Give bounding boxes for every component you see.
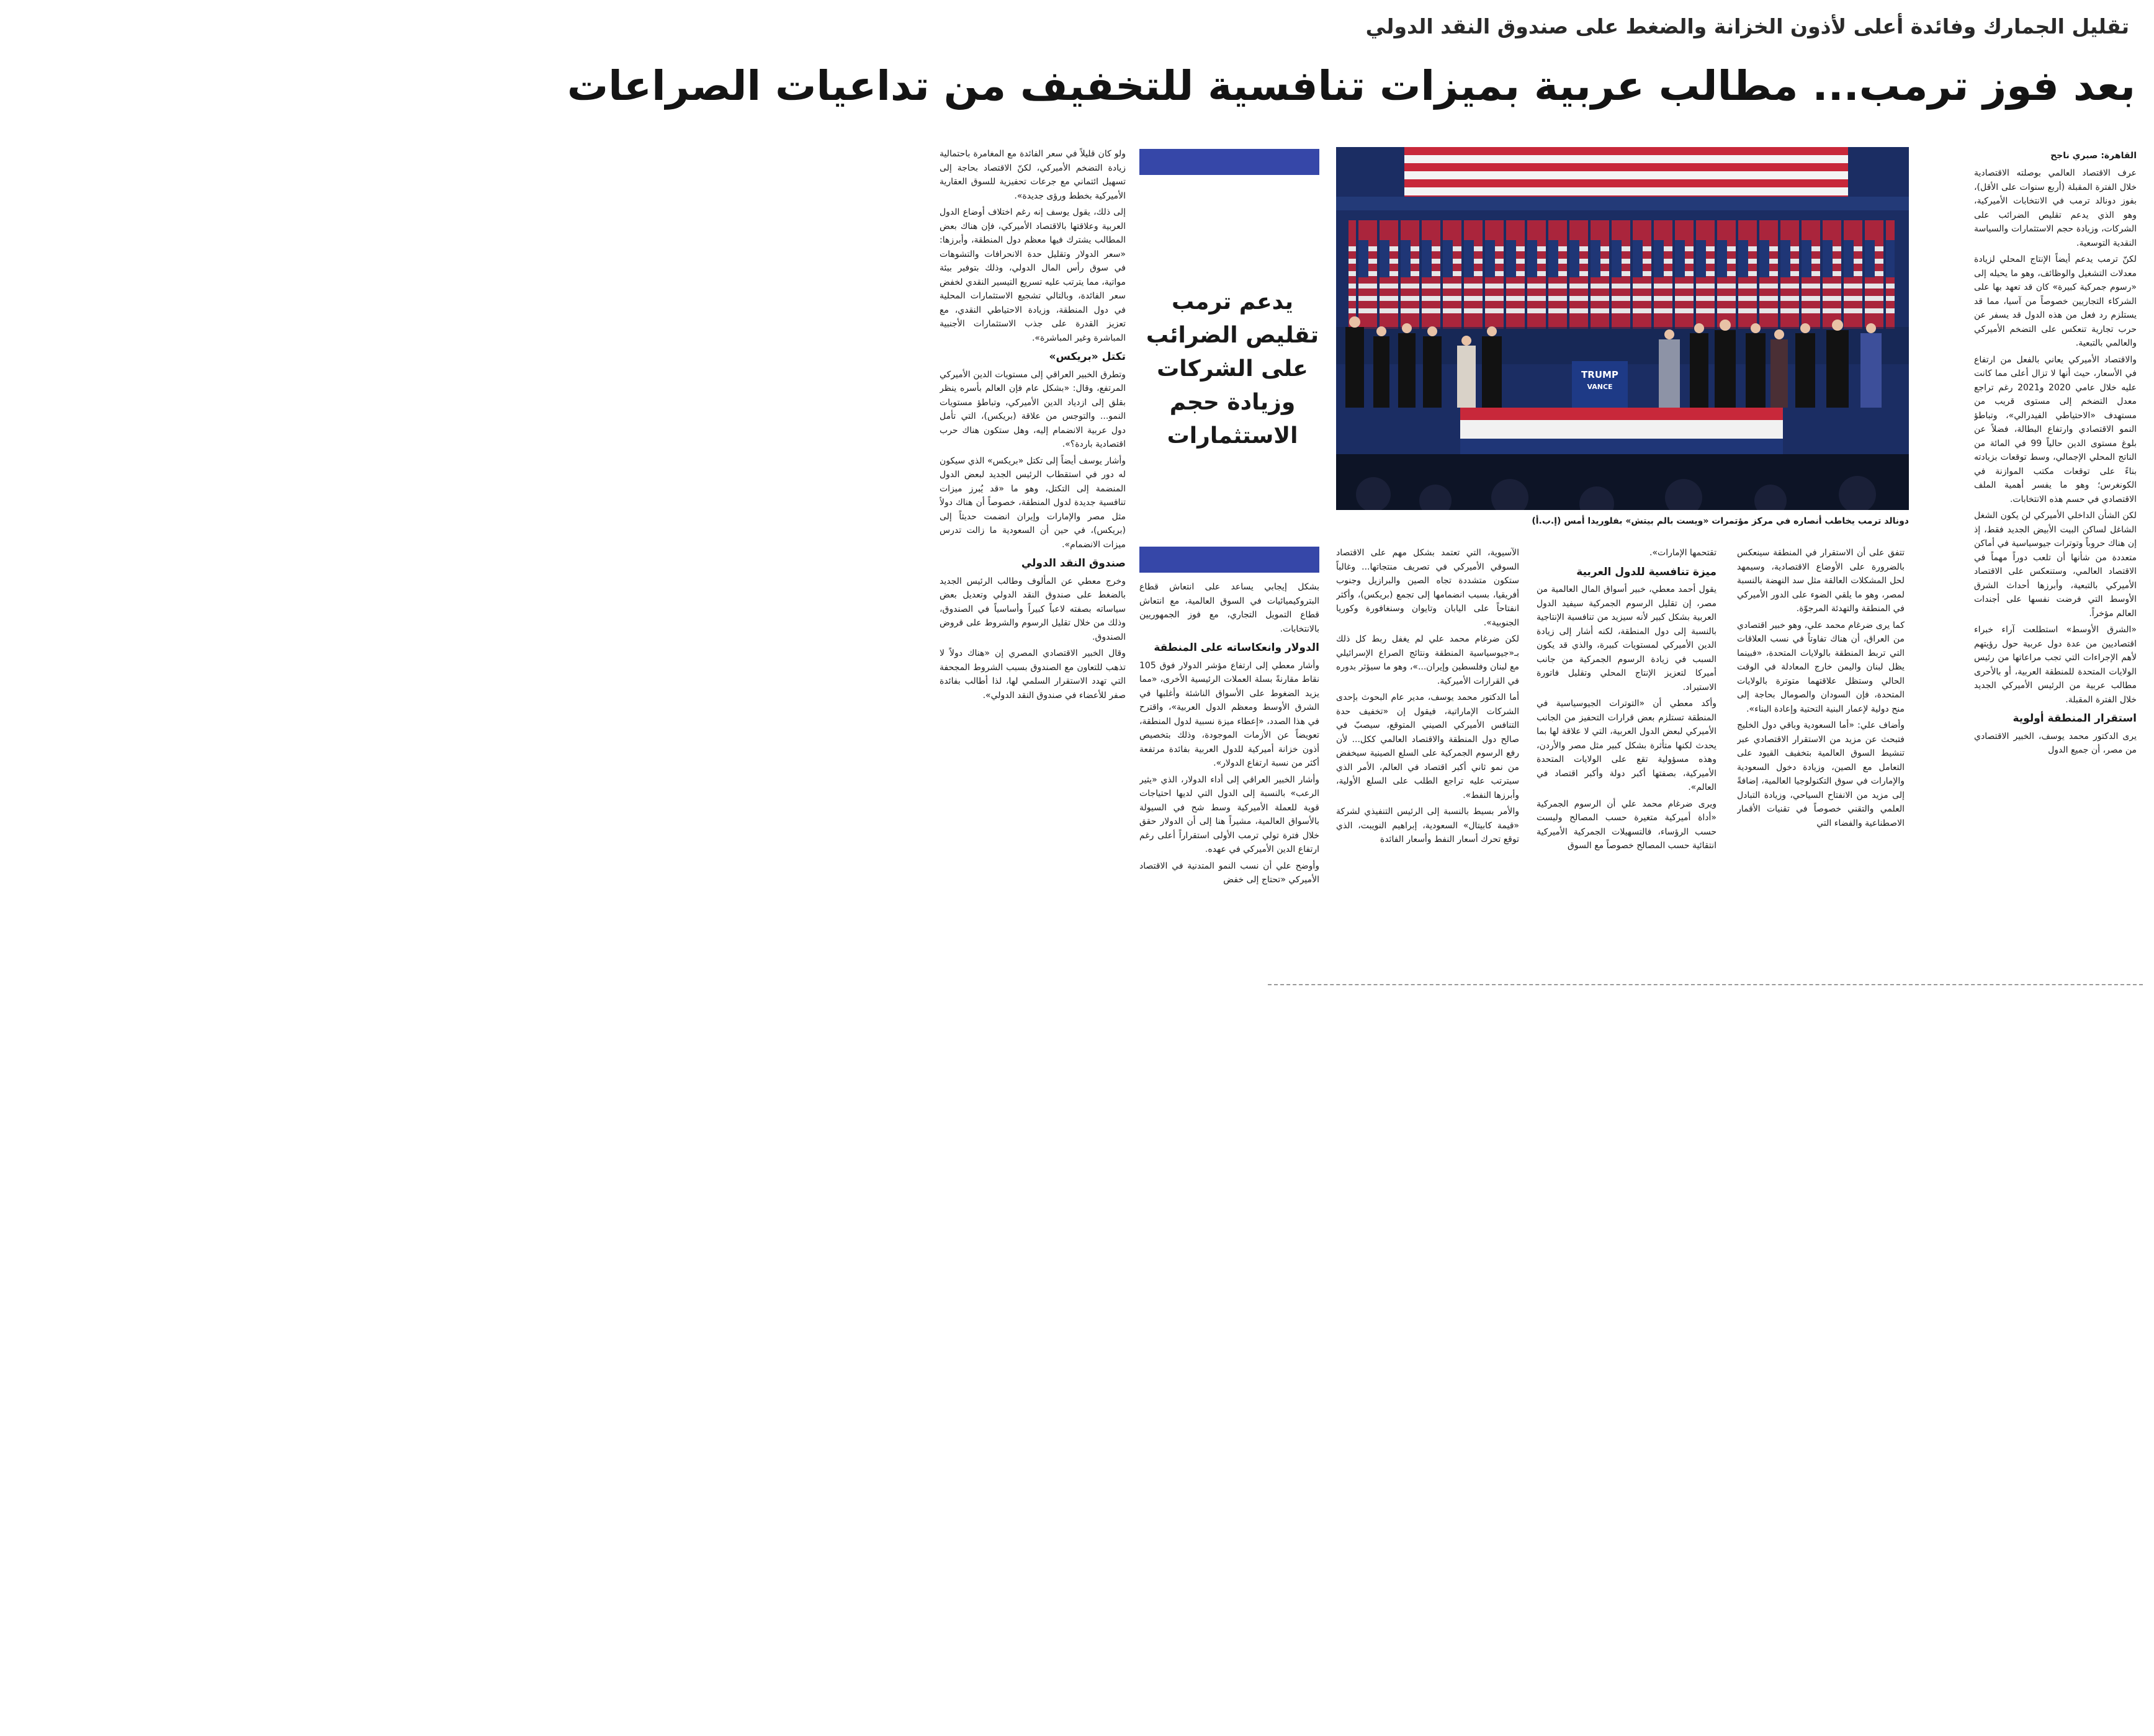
main-headline: بعد فوز ترمب... مطالب عربية بميزات تنافسية للتخفيف من تداعيات الصراعات	[567, 62, 2135, 110]
paragraph: وأشار معطي إلى ارتفاع مؤشر الدولار فوق 105 نقاط مقارنةً بسلة العملات الرئيسية الأخرى، «مما يزيد الضغوط على الأسواق الناشئة وأغلبها في الشرق الأوسط ومعظم الدول العربية»، واقترح في هذا الصدد، «إعطاء ميزة نسبية لدول المنطقة، تعويضاً عن الأزمات الموجودة، وذلك بتخصيص أذون خزانة أميركية للدول العربية بفائدة مرتفعة أكثر من نسبة ارتفاع الدولار».	[1139, 660, 1319, 768]
article-column-bottom-4	[1139, 580, 1319, 983]
article-column-bottom-2	[1537, 546, 1716, 980]
rally-stage-illustration	[1336, 147, 1909, 510]
paragraph: وخرج معطي عن المألوف وطالب الرئيس الجديد بالضغط على صندوق النقد الدولي وتعديل بعض سياساته بصفته لاعباً كبيراً وأساسياً في الصندوق، وذلك من خلال تقليل الرسوم والشروط على قروض الصندوق.	[940, 576, 1126, 642]
kicker-headline: تقليل الجمارك وفائدة أعلى لأذون الخزانة والضغط على صندوق النقد الدولي	[1365, 14, 2129, 38]
paragraph: يرى الدكتور محمد يوسف، الخبير الاقتصادي من مصر، أن جميع الدول	[1974, 731, 2137, 755]
podium-sign-line1: TRUMP	[1581, 369, 1618, 380]
paragraph: وأكد معطي أن «التوترات الجيوسياسية في المنطقة تستلزم بعض قرارات التحفيز من الجانب الأميركي لبعض الدول العربية، التي لا علاقة لها بما يحدث لكنها متأثرة بشكل كبير مثل مصر والأردن، وهذه مسؤولية تقع على الولايات المتحدة الأميركية، بصفتها أكبر دولة وأكبر اقتصاد في العالم».	[1537, 699, 1716, 792]
paragraph: أما الدكتور محمد يوسف، مدير عام البحوث بإحدى الشركات الإماراتية، فيقول إن «تخفيف حدة التنافس الأميركي الصيني المتوقع، سيصبّ في صالح دول المنطقة والاقتصاد العالمي ككل... لأن رفع الرسوم الجمركية على السلع الصينية سيخفض من نمو ثاني أكبر اقتصاد في العالم، الأمر الذي سيترتب عليه تراجع الطلب على السلع الأولية، وأبرزها النفط».	[1336, 692, 1519, 800]
paragraph: وتطرق الخبير العراقي إلى مستويات الدين الأميركي المرتفع، وقال: «بشكل عام فإن العالم بأسره ينظر بقلق إلى ازدياد الدين الأميركي، وتباطؤ مستويات النمو... والتوجس من علاقة (بريكس)، التي تأمل دول عربية الانضمام إليه، وهل ستكون هناك حرب اقتصادية باردة؟».	[940, 369, 1126, 449]
paragraph: عرف الاقتصاد العالمي بوصلته الاقتصادية خلال الفترة المقبلة (أربع سنوات على الأقل)، بفوز دونالد ترمب في الانتخابات الأميركية، وهو الذي يدعم تقليص الضرائب على الشركات، وزيادة حجم الاستثمارات والسياسة النقدية التوسعية.	[1974, 168, 2137, 248]
byline-block	[1974, 151, 2137, 161]
decorative-bar-bottom	[1139, 547, 1319, 573]
paragraph: كما يرى ضرغام محمد علي، وهو خبير اقتصادي من العراق، أن هناك تفاوتاً في نسب العلاقات التي تربط المنطقة بالولايات المتحدة، «فبينما يظل لبنان واليمن خارج المعادلة في الوقت الحالي وستظل علاقتهما متوترة بالولايات المتحدة، فإن السودان والصومال بحاجة إلى منح دولية لإعمار البنية التحتية وإعادة البناء».	[1737, 620, 1905, 714]
page-divider	[1268, 984, 2143, 985]
paragraph: لكنّ ترمب يدعم أيضاً الإنتاج المحلي لزيادة معدلات التشغيل والوظائف، وهو ما يحيله إلى «رسوم جمركية كبيرة» كان قد تعهد بها على الشركاء التجاريين خصوصاً من آسيا، مما قد يستلزم رد فعل من هذه الدول قد يسفر عن حرب تجارية تنعكس على التضخم الأميركي والعالمي بالتبعية.	[1974, 254, 2137, 348]
subheading-region-stability: استقرار المنطقة أولوية	[2013, 712, 2137, 725]
article-column-left	[940, 147, 1126, 985]
paragraph: وأضاف علي: «أما السعودية وباقي دول الخليج فتبحث عن مزيد من الاستقرار الاقتصادي عبر تنشيط السوق العالمية بتخفيف القيود على التعامل مع الصين، وزيادة دخول السعودية والإمارات في سوق التكنولوجيا العالمية، إضافةً إلى مزيد من الانفتاح السياحي، وزيادة التبادل العلمي والتقني خصوصاً في تقنيات الأقمار الاصطناعية والفضاء التي	[1737, 720, 1905, 828]
paragraph: إلى ذلك، يقول يوسف إنه رغم اختلاف أوضاع الدول العربية وعلاقتها بالاقتصاد الأميركي، فإن هناك بعض المطالب يشترك فيها معظم دول المنطقة، وأبرزها: «سعر الدولار وتقليل حدة الانحرافات والتشوهات في سوق رأس المال الدولي، وذلك بتوفير بيئة مواتية، مما يترتب عليه تسريع التيسير النقدي لخفض سعر الفائدة، وبالتالي تشجيع الاستثمارات المحلية في دول المنطقة، وزيادة الاحتياطي النقدي، مع تعزيز القدرة على جذب الاستثمارات الأجنبية المباشرة وغير المباشرة».	[940, 207, 1126, 343]
byline: القاهرة: صبري ناجح	[2050, 151, 2137, 161]
paragraph: تقتحمها الإمارات».	[1649, 548, 1716, 558]
article-column-right	[1974, 166, 2137, 987]
podium-sign-line2: VANCE	[1587, 383, 1613, 391]
paragraph: تتفق على أن الاستقرار في المنطقة سينعكس بالضرورة على الأوضاع الاقتصادية، وسيمهد لحل المشكلات العالقة مثل سد النهضة بالنسبة لمصر، وهو ما يلقي الضوء على الدور الأميركي في المنطقة والتهدئة المرجوّة.	[1737, 548, 1905, 614]
pull-quote: يدعم ترمب تقليص الضرائب على الشركات وزيادة حجم الاستثمارات	[1146, 289, 1319, 449]
news-photo	[1336, 147, 1909, 510]
paragraph: لكن الشأن الداخلي الأميركي لن يكون الشغل الشاغل لساكن البيت الأبيض الجديد فقط، إذ إن هناك حروباً وتوترات جيوسياسية في أماكن متعددة من شأنها أن تلعب دوراً مهماً في الاقتصاد العالمي، وستنعكس على الاقتصاد الأميركي بالتبعية، وأبرزها أحداث الشرق الأوسط التي فرضت نفسها على أجندات العالم مؤخراً.	[1974, 511, 2137, 619]
paragraph: يقول أحمد معطي، خبير أسواق المال العالمية من مصر، إن تقليل الرسوم الجمركية سيفيد الدول العربية بشكل كبير لأنه سيزيد من تنافسية الإنتاجية بالنسبة إلى دول المنطقة، لكنه أشار إلى زيادة الدين الأميركي لمستويات كبيرة، والذي قد يكون السبب في زيادة الرسوم الجمركية من جانب أميركا لتعزيز الإنتاج المحلي وتقليل فاتورة الاستيراد.	[1537, 584, 1716, 692]
article-column-bottom-1	[1737, 546, 1905, 980]
paragraph: «الشرق الأوسط» استطلعت آراء خبراء اقتصاديين من عدة دول عربية حول رؤيتهم لأهم الإجراءات التي تجب مراعاتها من رئيس الولايات المتحدة للمنطقة العربية، أو بالأحرى مطالب عربية من الرئيس الأميركي الجديد خلال الفترة المقبلة.	[1974, 625, 2137, 705]
paragraph: لكن ضرغام محمد علي لم يغفل ربط كل ذلك بـ«جيوسياسية المنطقة ونتائج الصراع الإسرائيلي مع لبنان وفلسطين وإيران...»، وهو ما سيؤثر بدوره في القرارات الأميركية.	[1336, 634, 1519, 686]
paragraph: وأوضح علي أن نسب النمو المتدنية في الاقتصاد الأميركي «تحتاج إلى خفض	[1139, 861, 1319, 885]
paragraph: والأمر بسيط بالنسبة إلى الرئيس التنفيذي لشركة «قيمة كابيتال» السعودية، إبراهيم النويبت، الذي توقع تحرك أسعار النفط وأسعار الفائدة	[1336, 807, 1519, 844]
paragraph: وأشار يوسف أيضاً إلى تكتل «بريكس» الذي سيكون له دور في استقطاب الرئيس الجديد لبعض الدول المنضمة إلى التكتل، وهو ما «قد يُبرز ميزات تنافسية جديدة لدول المنطقة، خصوصاً أن هناك دولاً مثل مصر والإمارات وإيران انضمت حديثاً إلى (بريكس)، في حين أن السعودية ما زالت تدرس ميزات الانضمام».	[940, 455, 1126, 550]
paragraph: وأشار الخبير العراقي إلى أداء الدولار، الذي «يثير الرعب» بالنسبة إلى الدول التي لديها احتياجات قوية للعملة الأميركية وسط شح في السيولة بالأسواق العالمية، مشيراً هنا إلى أن الدولار حقق خلال فترة تولي ترمب الأولى استقراراً أعلى رغم ارتفاع الدين الأميركي في عهده.	[1139, 774, 1319, 854]
subheading-dollar: الدولار وانعكاساته على المنطقة	[1154, 642, 1319, 654]
paragraph: الآسيوية، التي تعتمد بشكل مهم على الاقتصاد السوقي الأميركي في تصريف منتجاتها... وغالباً ستكون متشددة تجاه الصين والبرازيل وجنوب أفريقيا، بسبب انضمامها إلى تجمع (بريكس)، وأكثر انفتاحاً على اليابان وتايوان وسنغافورة وكوريا الجنوبية».	[1336, 548, 1519, 628]
photo-caption: دونالد ترمب يخاطب أنصاره في مركز مؤتمرات «ويست بالم بيتش» بفلوريدا أمس (إ.ب.أ)	[1532, 516, 1909, 526]
subheading-brics: تكتل «بريكس»	[1049, 351, 1126, 363]
paragraph: بشكل إيجابي يساعد على انتعاش قطاع البتروكيميائيات في السوق العالمية، مع انتعاش قطاع التمويل التجاري، مع فوز الجمهوريين بالانتخابات.	[1139, 582, 1319, 634]
article-column-bottom-3	[1336, 546, 1519, 980]
paragraph: وقال الخبير الاقتصادي المصري إن «هناك دولاً لا تذهب للتعاون مع الصندوق بسبب الشروط المجحفة التي تهدد الاستقرار السلمي لها، لذا أطالب بفائدة صفر للأعضاء في صندوق النقد الدولي».	[940, 648, 1126, 700]
paragraph: والاقتصاد الأميركي يعاني بالفعل من ارتفاع في الأسعار، حيث أنها لا تزال أعلى مما كانت عليه خلال عامي 2020 و2021 رغم تراجع معدل التضخم إلى مستوى قريب من مستهدف «الاحتياطي الفيدرالي»، وتباطؤ النمو الاقتصادي وارتفاع البطالة، فضلاً عن بلوغ مستوى الدين حالياً 99 في المائة من الناتج المحلي الإجمالي، وسط توقعات بزيادته بناءً على توقعات مكتب الموازنة في الكونغرس؛ وهو ما يفسر أهمية الملف الاقتصادي في حسم هذه الانتخابات.	[1974, 354, 2137, 504]
paragraph: ولو كان قليلاً في سعر الفائدة مع المغامرة باحتمالية زيادة التضخم الأميركي، لكنّ الاقتصاد بحاجة إلى تسهيل ائتماني مع جرعات تحفيزية للسوق العقارية الأميركية بخطط ورؤى جديدة».	[940, 149, 1126, 201]
subheading-imf: صندوق النقد الدولي	[1021, 557, 1126, 570]
decorative-bar-top	[1139, 149, 1319, 175]
paragraph: ويرى ضرغام محمد علي أن الرسوم الجمركية «أداة أميركية متغيرة حسب المصالح وليست حسب الرؤساء، فالتسهيلات الجمركية الأميركية انتقائية حسب المصالح خصوصاً مع السوق	[1537, 799, 1716, 851]
subheading-competitive-advantage: ميزة تنافسية للدول العربية	[1576, 565, 1716, 578]
